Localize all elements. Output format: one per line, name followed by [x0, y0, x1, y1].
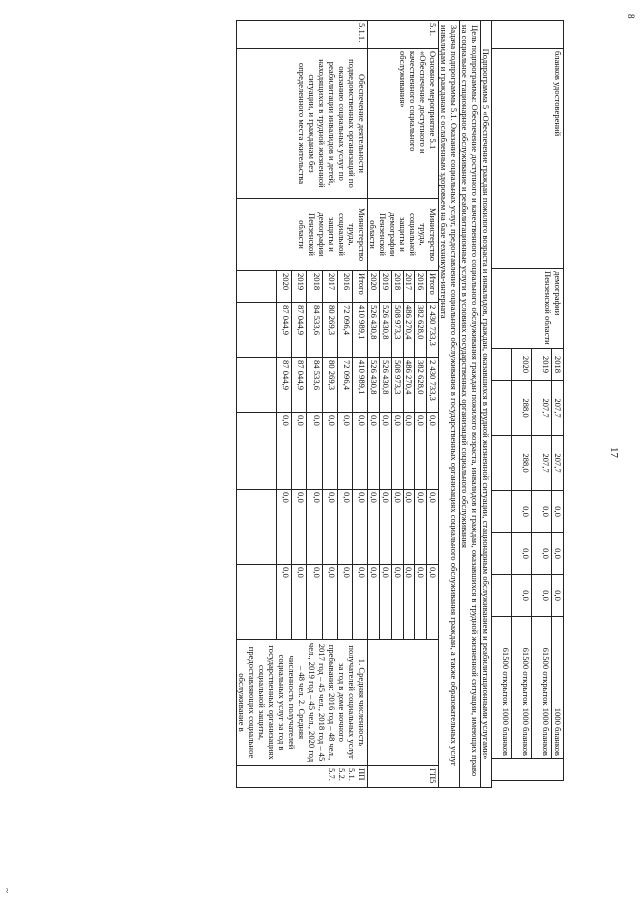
subprogram-task: Задача подпрограммы 5.1. Оказание социальных услуг, предоставление социального обслуживания в государственных организациях социального обслуживания граждан, а также образовательных услуг инвалидам и гражданам с ослабленным здоровьем на базе техникума-интерната: [439, 21, 460, 788]
subprogram-heading-row: [481, 21, 492, 788]
top-table: [491, 20, 564, 781]
item-executor: Министерство труда, социальной защиты и демографии Пензенской области: [368, 199, 439, 271]
table-row: 5.1.1. Обеспечение деятельности подведомственных организаций по оказанию социальных услуг по реабилитации инвалидов и детей, находящихся в трудной жизненной ситуации, и гражданам без определенного места жительства Министерство труда, социальной защиты и демографии Пензенской области Итого 410 989,1 410 989,1 0,0 0,0 0,0 1. Средняя численность получателей социальных услуг за год в доме ночного пребывания: 2016 год – 48 чел., 2017 год – 45 чел., 2018 год – 45 чел., 2019 год – 45 чел., 2020 год – 48 чел. 2. Средняя численность получателей социальных услуг за год в государственных организациях социальной защиты, предоставляющих социальное обслуживание в ПП 5.1. 5.2. 5.7.: [352, 21, 367, 788]
table-row: 2017 80 269,3 80 269,3 0,0 0,0 0,0: [322, 21, 337, 788]
table-row: 2018 508 973,3 508 973,3 0,0 0,0 0,0: [391, 21, 403, 788]
subprogram-heading: Подпрограмма 5 «Обеспечение граждан пожилого возраста и инвалидов, граждан, оказавшихся в трудной жизненной ситуации, стационарным обслуживанием и реабилитационными услугами»: [481, 21, 492, 788]
table-row: 61500 открыток 1000 бланков: [492, 21, 512, 781]
table-row: 2018 84 533,6 84 533,6 0,0 0,0 0,0: [307, 21, 322, 788]
table-row: 2019 87 044,9 87 044,9 0,0 0,0 0,0: [292, 21, 307, 788]
table-row: 5.1. Основное мероприятие 5.1 «Обеспечение доступного и качественного социального обслуживания» Министерство труда, социальной защиты и демографии Пензенской области Итого 2 430 733,3 2 430 733,3 0,0 0,0 0,0 ГП5: [427, 21, 439, 788]
item-indicator: ГП5: [368, 766, 439, 788]
table-row: 2020 87 044,9 87 044,9 0,0 0,0 0,0: [277, 21, 292, 788]
item-pp: ПП 5.1. 5.2. 5.7.: [237, 766, 368, 788]
corner-mark: 8: [626, 14, 636, 19]
table-row: 2020 288,0 288,0 0,0 0,0 0,0 61500 открыток 1000 бланков: [512, 21, 532, 781]
item-number: 5.1.: [368, 21, 439, 49]
item-executor: Министерство труда, социальной защиты и демографии Пензенской области: [237, 199, 368, 271]
item-number: 5.1.1.: [237, 21, 368, 49]
table-row: 2016 382 628,0 382 628,0 0,0 0,0 0,0: [415, 21, 427, 788]
item-name: Обеспечение деятельности подведомственных организаций по оказанию социальных услуг по реабилитации инвалидов и детей, находящихся в трудной жизненной ситуации, и гражданам без определенного места жительства: [237, 49, 368, 199]
table-row: бланков удостоверений демографии Пензенской области 2018 207,7 207,7 0,0 0,0 0,0 1000 бланков: [552, 21, 564, 781]
main-table: [236, 20, 492, 788]
item-indicator: 1. Средняя численность получателей социальных услуг за год в доме ночного пребывания: 2016 год – 48 чел., 2017 год – 45 чел., 2018 год – 45 чел., 2019 год – 45 чел., 2020 год – 48 чел. 2. Средняя численность получателей социальных услуг за год в государственных организациях социальной защиты, предоставляющих социальное обслуживание в: [237, 640, 368, 766]
page-number: 17: [608, 447, 620, 458]
table-row: 2017 486 270,4 486 270,4 0,0 0,0 0,0: [403, 21, 415, 788]
prev-item-name: бланков удостоверений: [492, 49, 564, 269]
bottom-mark: ~: [2, 888, 12, 893]
table-row: 2016 72 096,4 72 096,4 0,0 0,0 0,0: [337, 21, 352, 788]
prev-item-executor: демографии Пензенской области: [492, 269, 564, 349]
subprogram-goal: Цель подпрограммы: Обеспечение доступного и качественного социального обслуживания граждан пожилого возраста, инвалидов и граждан, оказавшихся в трудной жизненной ситуации, имеющих право на социальное стационарное обслуживание и реабилитационные услуги в условиях государственных организаций социального обслуживания: [460, 21, 481, 788]
item-name: Основное мероприятие 5.1 «Обеспечение доступного и качественного социального обслуживания»: [368, 49, 439, 199]
table-row: 2019 207,7 207,7 0,0 0,0 0,0 61500 открыток 1000 бланков: [532, 21, 552, 781]
goal-row: [460, 21, 481, 788]
table-row: 2019 526 430,8 526 430,8 0,0 0,0 0,0: [379, 21, 391, 788]
task-row: [439, 21, 460, 788]
table-row: 2020 526 430,8 526 430,8 0,0 0,0 0,0: [368, 21, 380, 788]
